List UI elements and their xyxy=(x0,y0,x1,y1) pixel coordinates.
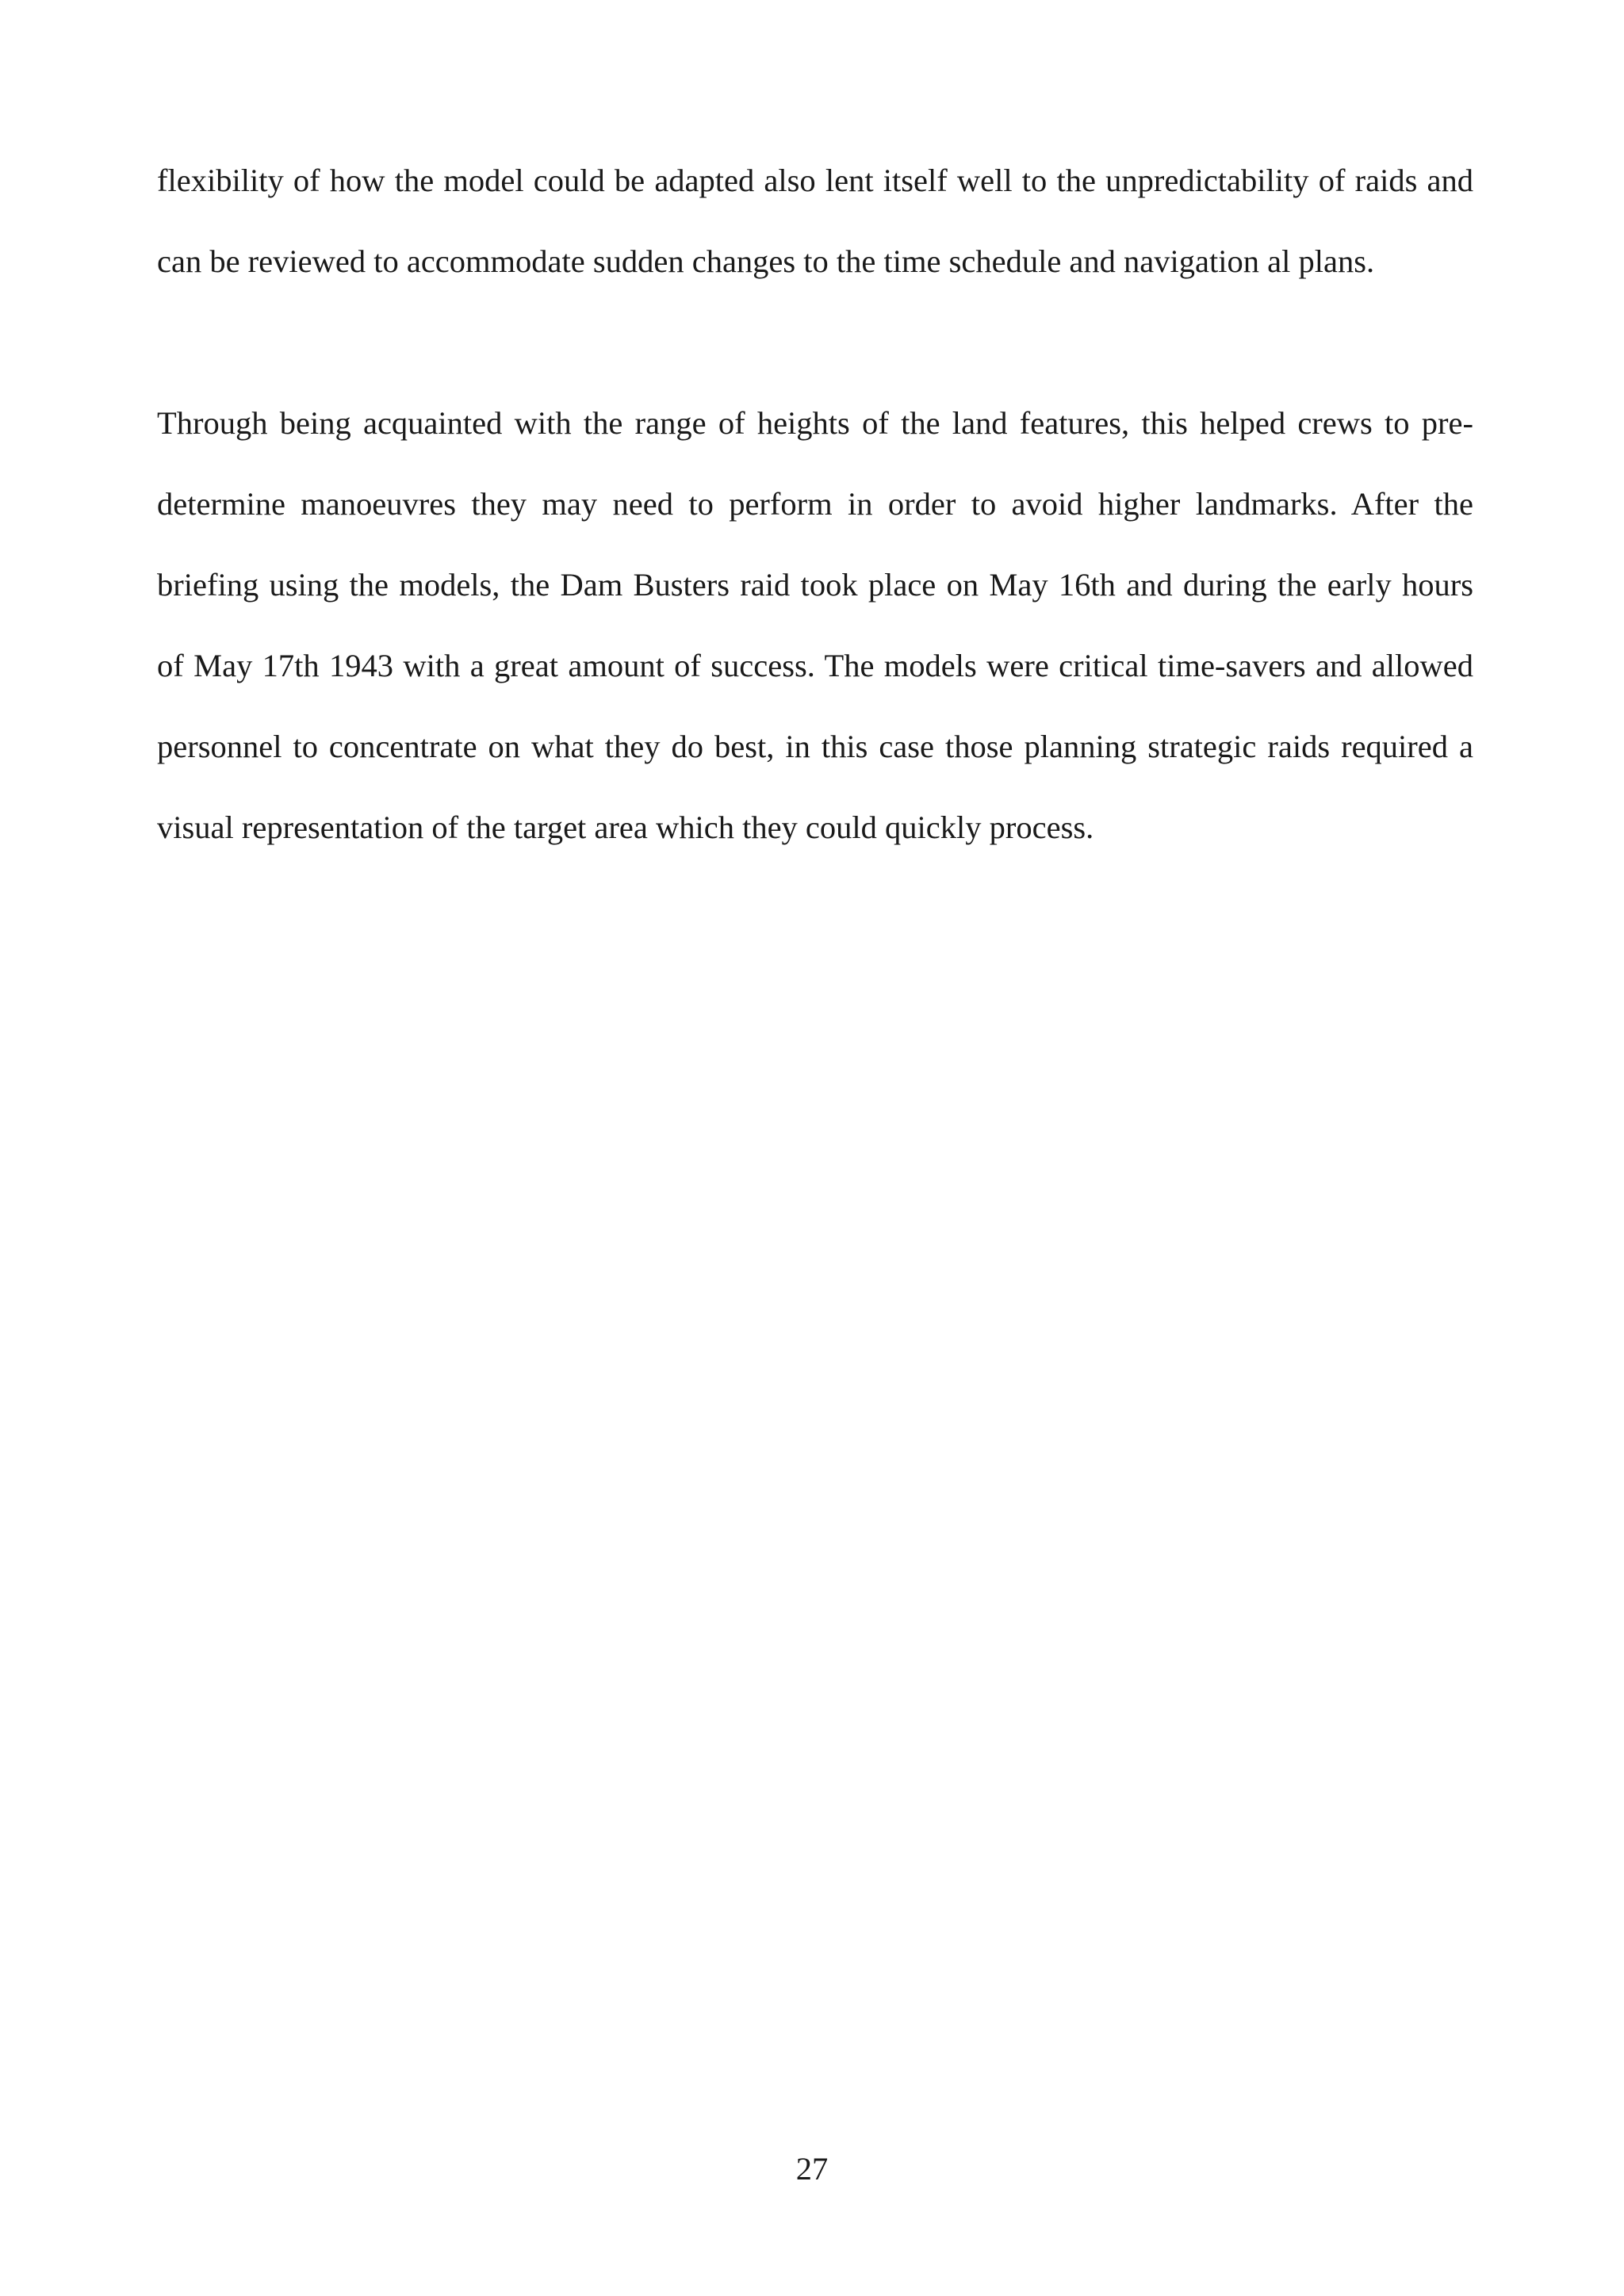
page-number: 27 xyxy=(795,2151,829,2187)
text-line: flexibility of how the model could be adapted also lent itself well to the unpredictability of raids and xyxy=(157,163,1473,198)
text-line: of May 17th 1943 with a great amount of success. The models were critical time-savers and allowed xyxy=(157,648,1473,683)
text-line: briefing using the models, the Dam Busters raid took place on May 16th and during the early hours xyxy=(157,567,1473,603)
paragraph-2 xyxy=(157,393,1473,878)
text-line: personnel to concentrate on what they do best, in this case those planning strategic raids required a xyxy=(157,729,1473,764)
text-line: can be reviewed to accommodate sudden changes to the time schedule and navigation al plans. xyxy=(157,243,1375,279)
text-line: Through being acquainted with the range of heights of the land features, this helped crews to pre- xyxy=(157,405,1473,441)
paragraph-spacer xyxy=(157,312,1473,393)
text-line: determine manoeuvres they may need to perform in order to avoid higher landmarks. After the xyxy=(157,486,1473,522)
body-text xyxy=(157,151,1473,878)
text-line: visual representation of the target area which they could quickly process. xyxy=(157,809,1094,845)
paragraph-1 xyxy=(157,151,1473,312)
